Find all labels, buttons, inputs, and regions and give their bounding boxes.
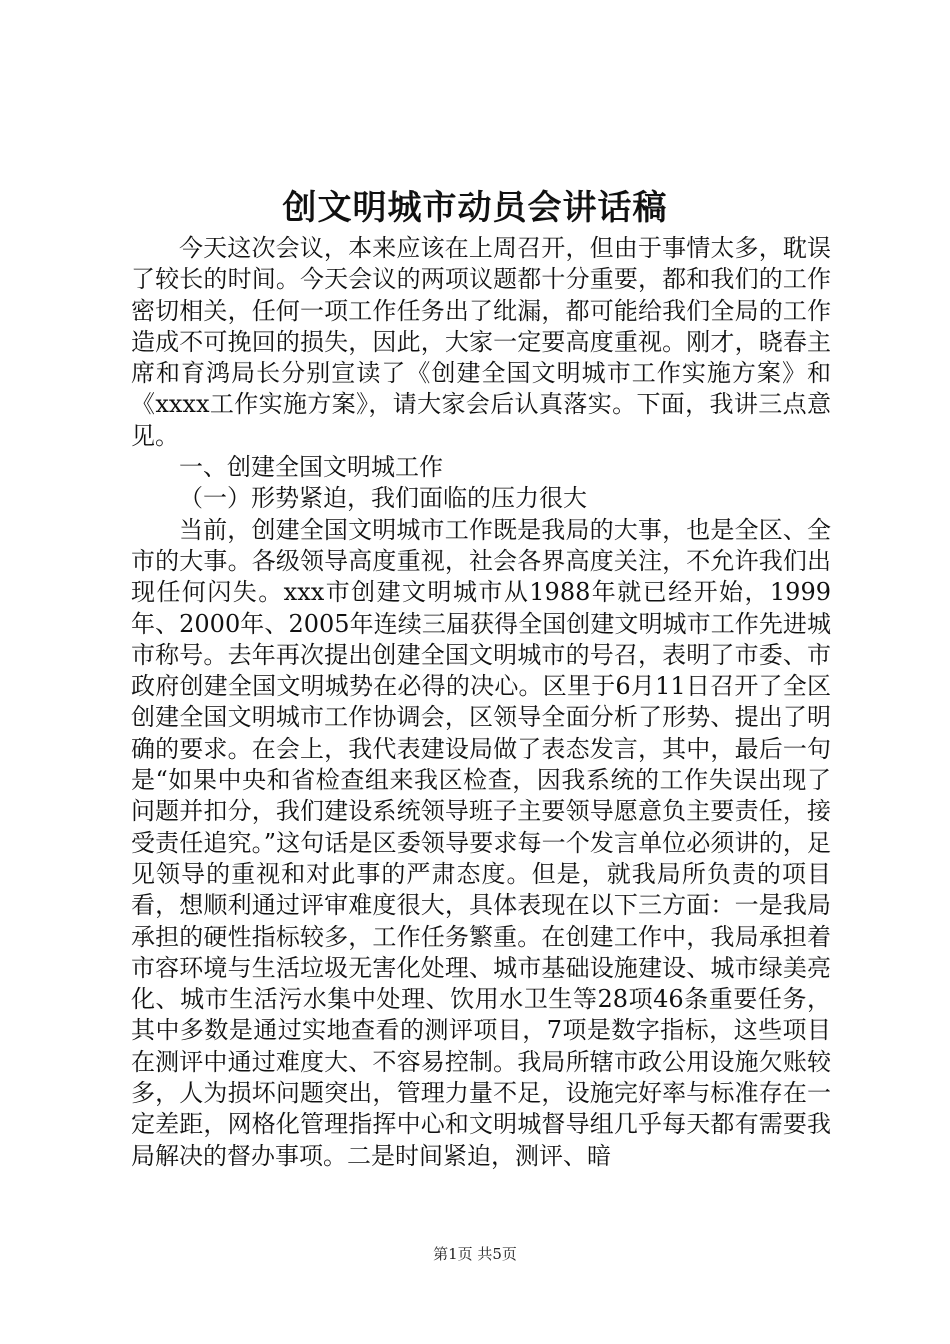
page-footer: 第1页 共5页 <box>433 1245 517 1263</box>
body-paragraph: 当前，创建全国文明城市工作既是我局的大事，也是全区、全市的大事。各级领导高度重视，社会各界高度关注，不允许我们出现任何闪失。xxx市创建文明城市从1988年就已经开始，1999年、2000年、2005年连续三届获得全国创建文明城市工作先进城市称号。去年再次提出创建全国文明城市的号召，表明了市委、市政府创建全国文明城势在必得的决心。区里于6月11日召开了全区创建全国文明城市工作协调会，区领导全面分析了形势、提出了明确的要求。在会上，我代表建设局做了表态发言，其中，最后一句是“如果中央和省检查组来我区检查，因我系统的工作失误出现了问题并扣分，我们建设系统领导班子主要领导愿意负主要责任，接受责任追究。”这句话是区委领导要求每一个发言单位必须讲的，足见领导的重视和对此事的严肃态度。但是，就我局所负责的项目看，想顺利通过评审难度很大，具体表现在以下三方面：一是我局承担的硬性指标较多，工作任务繁重。在创建工作中，我局承担着市容环境与生活垃圾无害化处理、城市基础设施建设、城市绿美亮化、城市生活污水集中处理、饮用水卫生等28项46条重要任务，其中多数是通过实地查看的测评项目，7项是数字指标，这些项目在测评中通过难度大、不容易控制。我局所辖市政公用设施欠账较多，人为损坏问题突出，管理力量不足，设施完好率与标准存在一定差距，网格化管理指挥中心和文明城督导组几乎每天都有需要我局解决的督办事项。二是时间紧迫，测评、暗 <box>131 515 831 1170</box>
section-heading: 一、创建全国文明城工作 <box>179 453 443 482</box>
document-body <box>131 233 831 1172</box>
subsection-heading: （一）形势紧迫，我们面临的压力很大 <box>179 484 587 513</box>
body-paragraph: 今天这次会议，本来应该在上周召开，但由于事情太多，耽误了较长的时间。今天会议的两项议题都十分重要，都和我们的工作密切相关，任何一项工作任务出了纰漏，都可能给我们全局的工作造成不可挽回的损失，因此，大家一定要高度重视。刚才，晓春主席和育鸿局长分别宣读了《创建全国文明城市工作实施方案》和《xxxx工作实施方案》，请大家会后认真落实。下面，我讲三点意见。 <box>131 234 831 450</box>
document-title: 创文明城市动员会讲话稿 <box>282 188 668 228</box>
